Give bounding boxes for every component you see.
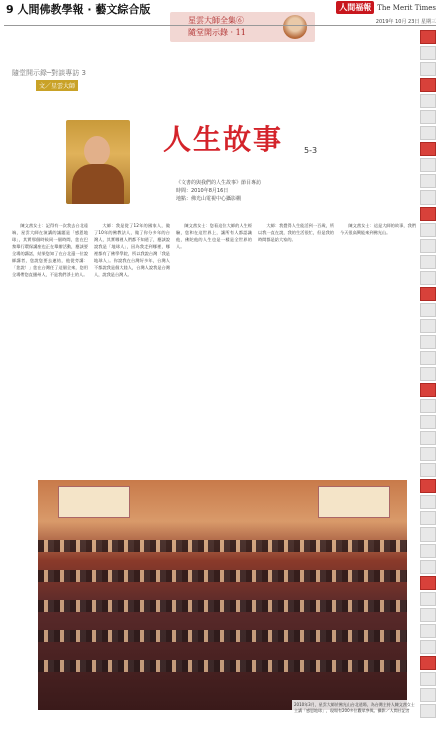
body-column xyxy=(12,222,88,464)
side-ad-strip xyxy=(420,30,436,720)
side-ad-block xyxy=(420,158,436,172)
side-ad-block xyxy=(420,576,436,590)
side-ad-block xyxy=(420,30,436,44)
meta-location: 地點：佛光山電視中心攝影棚 xyxy=(176,196,242,202)
body-column xyxy=(340,222,416,464)
side-ad-block xyxy=(420,351,436,365)
side-ad-block xyxy=(420,94,436,108)
body-column xyxy=(258,222,334,464)
side-ad-block xyxy=(420,399,436,413)
header-divider xyxy=(4,25,436,26)
audience-row xyxy=(38,540,407,552)
article-meta xyxy=(176,179,261,203)
side-ad-block xyxy=(420,239,436,253)
side-ad-block xyxy=(420,46,436,60)
photo-caption: 2010年3月，星雲大師於佛光山台北道場，為台灣主持人陳文茜女士主講「感恩地球」，現場有200多位觀眾參與。攝影／人間社記者 xyxy=(292,700,420,716)
master-photo xyxy=(66,120,130,204)
side-ad-block xyxy=(420,495,436,509)
banner-collection-title: 星雲大師全集⑥ xyxy=(188,16,244,25)
side-ad-block xyxy=(420,415,436,429)
newspaper-logo-english: The Merit Times xyxy=(377,3,436,12)
body-paragraph: 陳文茜女士：這是大師的故事，我們今天很高興能來到佛光山。 xyxy=(340,223,416,235)
page-section-label: 9 人間佛教學報 · 藝文綜合版 xyxy=(6,3,151,16)
side-ad-block xyxy=(420,383,436,397)
lecture-audience-photo xyxy=(38,480,407,710)
side-ad-block xyxy=(420,223,436,237)
side-ad-block xyxy=(420,110,436,124)
side-ad-block xyxy=(420,479,436,493)
side-ad-block xyxy=(420,287,436,301)
side-ad-block xyxy=(420,640,436,654)
side-ad-block xyxy=(420,672,436,686)
article-part-number: 5-3 xyxy=(304,146,318,155)
audience-row xyxy=(38,570,407,582)
side-ad-block xyxy=(420,367,436,381)
side-ad-block xyxy=(420,527,436,541)
side-ad-block xyxy=(420,544,436,558)
article-series-label: 隨堂開示錄─對談專訪 3 xyxy=(12,69,86,77)
side-ad-block xyxy=(420,62,436,76)
side-ad-block xyxy=(420,511,436,525)
side-ad-block xyxy=(420,688,436,702)
side-ad-block xyxy=(420,271,436,285)
photo-robe xyxy=(72,164,124,204)
side-ad-block xyxy=(420,592,436,606)
audience-row xyxy=(38,660,407,672)
series-banner xyxy=(170,12,315,42)
body-paragraph: 大師：我覺得人生能活到一百歲，所以我一直在說，我的生活很忙，但是我的時間都是給大家的。 xyxy=(258,223,334,242)
issue-date: 2019年 10月 23日 星期三 xyxy=(375,19,436,25)
banner-series-title: 隨堂開示錄 · 11 xyxy=(188,28,246,37)
masthead xyxy=(336,1,436,14)
meta-program: 《文書的與我們的人生故事》節目專訪 xyxy=(176,180,262,186)
body-column xyxy=(176,222,252,464)
audience-row xyxy=(38,630,407,642)
side-ad-block xyxy=(420,431,436,445)
author-tag: 文／星雲大師 xyxy=(36,80,78,91)
body-paragraph: 陳文茜女士：記得有一次我去台北遠端，星雲大師在演講的議題是「感恩地球」，其實那個時候同一個時間，您在巴黎舉行環保講座也正在舉辦活動，應該要全場的講話，結果您知了在台北還一位說師講者，您說您要去連結，他從旁講：「您說！」您在台灣任了這個全來，您用全場帶您直播州人，不是我們淨土的人。 xyxy=(12,223,88,277)
side-ad-block xyxy=(420,704,436,718)
side-ad-block xyxy=(420,142,436,156)
master-portrait-icon xyxy=(283,15,307,39)
newspaper-logo: 人間福報 xyxy=(336,1,374,14)
side-ad-block xyxy=(420,190,436,204)
side-ad-block xyxy=(420,335,436,349)
side-ad-block xyxy=(420,447,436,461)
audience-row xyxy=(38,600,407,612)
stage-screen xyxy=(58,486,130,518)
side-ad-block xyxy=(420,174,436,188)
meta-time: 時間：2010年8月16日 xyxy=(176,188,229,194)
article-body xyxy=(12,222,416,464)
body-paragraph: 陳文茜女士：您看這位大師的人生經驗，您和在這世界上，讓所有人都認識他，佛陀他的人生也是一樣是全世界的人。 xyxy=(176,223,252,249)
side-ad-block xyxy=(420,560,436,574)
stage-screen xyxy=(318,486,390,518)
side-ad-block xyxy=(420,207,436,221)
body-column xyxy=(94,222,170,464)
side-ad-block xyxy=(420,608,436,622)
side-ad-block xyxy=(420,303,436,317)
side-ad-block xyxy=(420,463,436,477)
side-ad-block xyxy=(420,78,436,92)
photo-face xyxy=(84,136,110,166)
side-ad-block xyxy=(420,126,436,140)
side-ad-block xyxy=(420,656,436,670)
side-ad-block xyxy=(420,624,436,638)
side-ad-block xyxy=(420,255,436,269)
side-ad-block xyxy=(420,319,436,333)
body-paragraph: 大師：我是從了12年的國家人，做了10年的佛教法人，做了你分多年的台灣人，其實哪裡人們都不知道了，應該說說我是「地球人」，因為我走到哪裡，哪裡都有了佛學學院，所以我說台灣「我是地球人」。你說我在台灣好多年，台灣人不都說我是個大陸人，台灣人說我是台灣人，說我是台灣人。 xyxy=(94,223,170,277)
article-title: 人生故事 xyxy=(163,123,284,156)
